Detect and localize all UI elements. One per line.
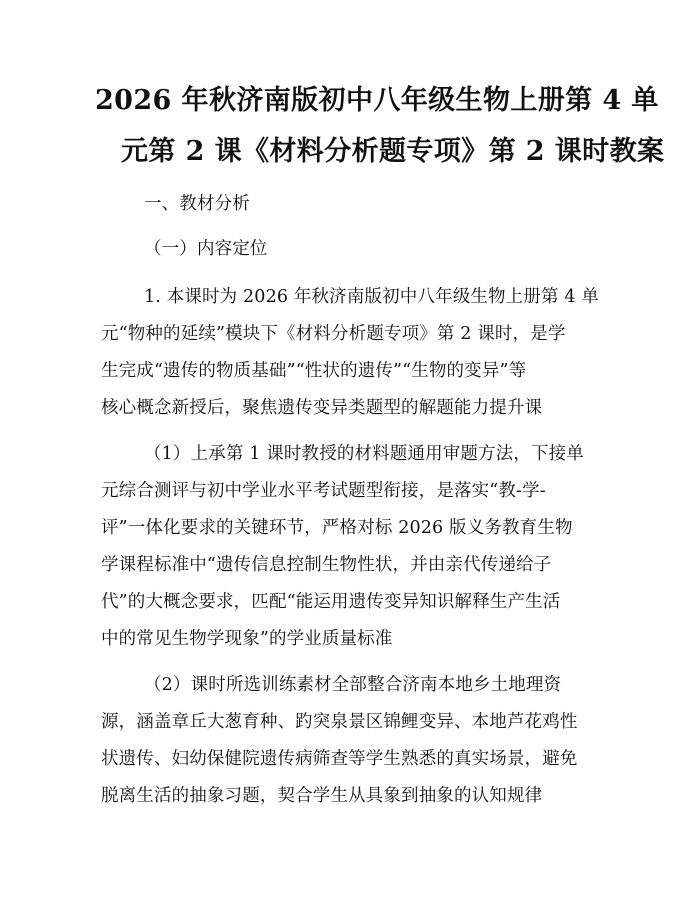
paragraph-line: （1）上承第 1 课时教授的材料题通用审题方法，下接单 [144,444,584,464]
paragraph-line: 元综合测评与初中学业水平考试题型衔接，是落实“教-学- [101,481,546,501]
paragraph-line: 元“物种的延续”模块下《材料分析题专项》第 2 课时，是学 [101,324,566,344]
document-title-line-2: 元第 2 课《材料分析题专项》第 2 课时教案 [121,136,665,167]
document-title-line-1: 2026 年秋济南版初中八年级生物上册第 4 单 [95,85,659,116]
paragraph-line: 中的常见生物学现象”的学业质量标准 [101,629,393,649]
paragraph-line: 脱离生活的抽象习题，契合学生从具象到抽象的认知规律 [101,786,543,806]
paragraph-line: 源，涵盖章丘大葱育种、趵突泉景区锦鲤变异、本地芦花鸡性 [101,712,578,732]
paragraph-line: 1. 本课时为 2026 年秋济南版初中八年级生物上册第 4 单 [144,287,599,307]
paragraph-line: 状遗传、妇幼保健院遗传病筛查等学生熟悉的真实场景，避免 [101,749,578,769]
subsection-heading: （一）内容定位 [144,239,268,259]
section-heading: 一、教材分析 [144,194,250,214]
paragraph-line: 生完成“遗传的物质基础”“性状的遗传”“生物的变异”等 [101,361,527,381]
paragraph-line: （2）课时所选训练素材全部整合济南本地乡土地理资 [144,675,562,695]
paragraph-line: 代”的大概念要求，匹配“能运用遗传变异知识解释生产生活 [101,592,561,612]
paragraph-line: 学课程标准中“遗传信息控制生物性状，并由亲代传递给子 [101,555,552,575]
paragraph-line: 核心概念新授后，聚焦遗传变异类题型的解题能力提升课 [101,398,543,418]
paragraph-line: 评”一体化要求的关键环节，严格对标 2026 版义务教育生物 [101,518,573,538]
